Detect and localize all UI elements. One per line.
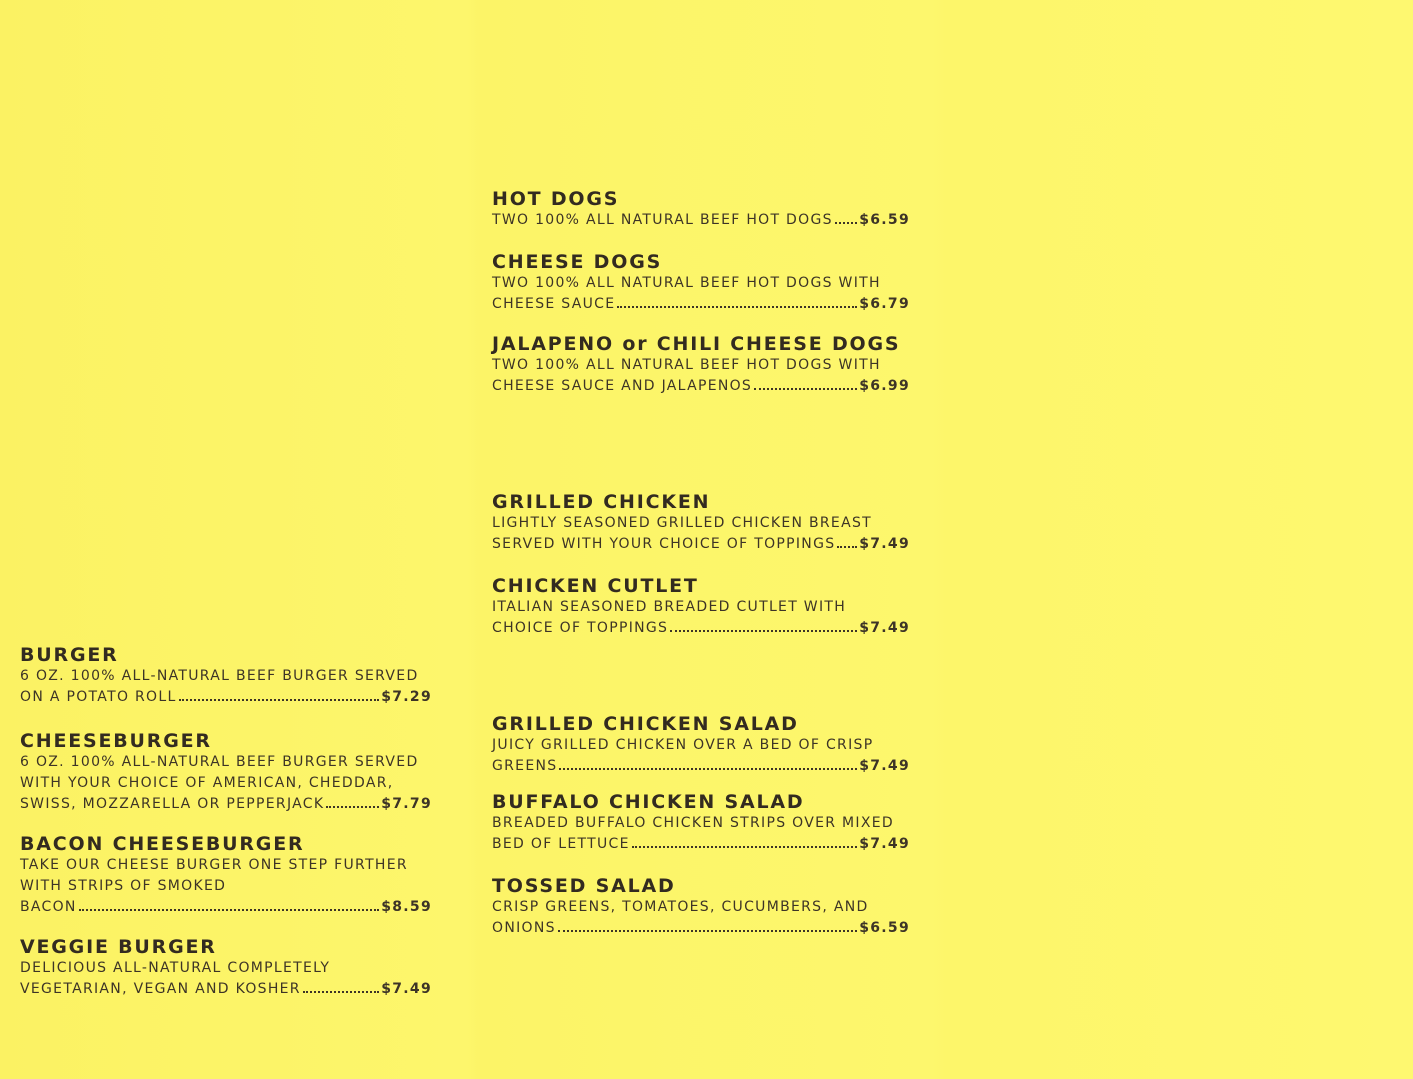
menu-item-price-line [492,376,910,397]
dot-leader [558,930,857,932]
menu-item [492,333,910,397]
toppings-list [28,172,424,174]
menu-item-description: ITALIAN SEASONED BREADED CUTLET WITH [492,599,847,615]
hotdog-items [492,188,910,397]
sandwich-items [492,491,910,639]
menu-item-last-line: CHOICE OF TOPPINGS [492,620,669,636]
menu-item-last-line: CHEESE SAUCE [492,296,616,312]
menu-item-price-line [492,834,910,855]
menu-item-price-line [492,210,910,231]
menu-item-description: DELICIOUS ALL-NATURAL COMPLETELY [20,960,331,976]
menu-item-name: JALAPENO or CHILI CHEESE DOGS [492,333,901,355]
menu-item-price: $6.59 [859,212,910,228]
menu-item-price: $7.29 [381,689,432,705]
salad-items [492,713,910,939]
menu-item [20,730,432,815]
menu-item-price: $6.59 [859,920,910,936]
menu-item-name: BUFFALO CHICKEN SALAD [492,791,805,813]
menu-item-name: CHEESEBURGER [20,730,212,752]
menu-item-price-line [20,897,432,918]
menu-item-price-line [492,756,910,777]
menu-item-name: GRILLED CHICKEN SALAD [492,713,799,735]
menu-item-description: TAKE OUR CHEESE BURGER ONE STEP FURTHER [20,857,408,873]
burger-items [20,644,432,1000]
dot-leader [835,222,857,224]
menu-item-price-line [492,534,910,555]
dot-leader [837,546,857,548]
menu-item [492,791,910,855]
menu-item [20,936,432,1000]
menu-item-name: GRILLED CHICKEN [492,491,711,513]
dot-leader [179,699,380,701]
menu-item-price: $7.49 [859,536,910,552]
menu-item [492,575,910,639]
menu-item [492,251,910,315]
dot-leader [617,306,857,308]
menu-item-name: BACON CHEESEBURGER [20,833,305,855]
menu-item [492,491,910,555]
menu-item-description: LIGHTLY SEASONED GRILLED CHICKEN BREAST [492,515,872,531]
menu-item-last-line: SERVED WITH YOUR CHOICE OF TOPPINGS [492,536,836,552]
menu-item-price-line [492,618,910,639]
menu-item-last-line: ONIONS [492,920,556,936]
menu-item [492,875,910,939]
menu-item-description: WITH STRIPS OF SMOKED [20,878,227,894]
menu-item-description: 6 OZ. 100% ALL-NATURAL BEEF BURGER SERVED [20,668,419,684]
menu-item-description: WITH YOUR CHOICE OF AMERICAN, CHEDDAR, [20,775,394,791]
menu-item-last-line: BED OF LETTUCE [492,836,630,852]
menu-item-name: BURGER [20,644,119,666]
menu-item-name: TOSSED SALAD [492,875,676,897]
dot-leader [632,846,857,848]
menu-item-price: $6.79 [859,296,910,312]
dot-leader [754,388,857,390]
menu-item-last-line: VEGETARIAN, VEGAN AND KOSHER [20,981,301,997]
menu-item-price: $7.49 [859,620,910,636]
menu-item-price-line [20,794,432,815]
menu-item-price: $6.99 [859,378,910,394]
menu-item-name: VEGGIE BURGER [20,936,217,958]
menu-item-last-line: BACON [20,899,77,915]
menu-item-last-line: GREENS [492,758,558,774]
burgers-header [28,360,428,362]
menu-item-name: CHEESE DOGS [492,251,663,273]
menu-item-price: $7.49 [859,758,910,774]
dot-leader [326,806,379,808]
menu-item-description: JUICY GRILLED CHICKEN OVER A BED OF CRISP [492,737,874,753]
menu-item-price-line [20,979,432,1000]
menu-item [492,188,910,231]
menu-item-name: CHICKEN CUTLET [492,575,699,597]
dot-leader [303,991,379,993]
menu-item-price: $7.49 [381,981,432,997]
menu-item-description: 6 OZ. 100% ALL-NATURAL BEEF BURGER SERVED [20,754,419,770]
menu-item-description: TWO 100% ALL NATURAL BEEF HOT DOGS WITH [492,275,881,291]
menu-item [492,713,910,777]
menu-item-last-line: TWO 100% ALL NATURAL BEEF HOT DOGS [492,212,833,228]
menu-item-price: $7.49 [859,836,910,852]
menu-item-price-line [492,918,910,939]
menu-item-last-line: SWISS, MOZZARELLA OR PEPPERJACK [20,796,325,812]
dot-leader [670,630,857,632]
menu-item-last-line: ON A POTATO ROLL [20,689,177,705]
menu-item-price: $8.59 [381,899,432,915]
menu-item-price: $7.79 [381,796,432,812]
menu-item-price-line [20,687,432,708]
menu-item-name: HOT DOGS [492,188,620,210]
menu-item-description: BREADED BUFFALO CHICKEN STRIPS OVER MIXED [492,815,894,831]
menu-item-price-line [492,294,910,315]
menu-item [20,833,432,918]
dot-leader [79,909,380,911]
menu-item-description: TWO 100% ALL NATURAL BEEF HOT DOGS WITH [492,357,881,373]
menu-item-last-line: CHEESE SAUCE AND JALAPENOS [492,378,753,394]
dot-leader [559,768,857,770]
menu-item [20,644,432,708]
menu-item-description: CRISP GREENS, TOMATOES, CUCUMBERS, AND [492,899,869,915]
